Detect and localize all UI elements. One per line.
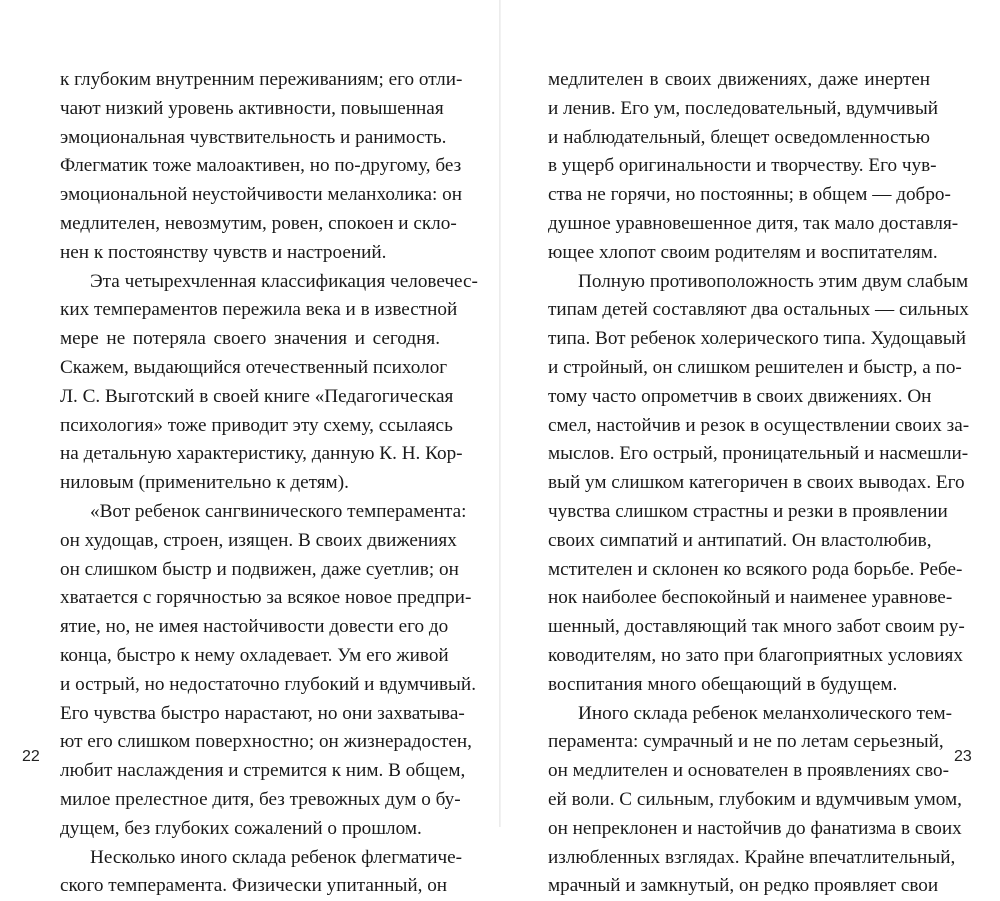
text-line: он медлителен и основателен в проявлениях сво- [548,760,949,782]
text-line: милое прелестное дитя, без тревожных дум о бу- [60,788,461,810]
text-line: любит наслаждения и стремится к ним. В общем, [60,760,466,782]
right-page [500,0,1000,897]
text-line: хватается с горячностью за всякое новое предпри- [60,587,472,609]
text-line: и острый, но недостаточно глубокий и вдумчивый. [60,673,476,695]
text-line: ких темпераментов пережила века и в известной [60,299,458,321]
text-line: душное уравновешенное дитя, так мало доставля- [548,212,959,234]
text-line: Л. С. Выготский в своей книге «Педагогическая [60,385,454,407]
text-line: чувства слишком страстны и резки в проявлении [548,500,948,522]
text-line: излюбленных взглядах. Крайне впечатлительный, [548,846,956,868]
text-line: и стройный, он слишком решителен и быстр, а по- [548,356,962,378]
text-line: чают низкий уровень активности, повышенная [60,97,444,119]
text-line: ющее хлопот своим родителям и воспитателям. [548,241,938,263]
left-page [0,0,500,897]
text-line: ятие, но, не имея настойчивости довести его до [60,616,449,638]
left-page-text [60,66,478,901]
text-line: нок наиболее беспокойный и наименее уравнове- [548,587,953,609]
text-line: конца, быстро к нему охладевает. Ум его живой [60,644,449,666]
text-line: ниловым (применительно к детям). [60,472,349,494]
text-line: воспитания много обещающий в будущем. [548,673,898,695]
text-line: к глубоким внутренним переживаниям; его отли- [60,69,463,90]
text-line: мыслов. Его острый, проницательный и насмешли- [548,443,969,465]
text-line: медлителен в своих движениях, даже инертен [548,69,930,90]
text-line: нен к постоянству чувств и настроений. [60,241,387,263]
text-line: Полную противоположность этим двум слабым [578,270,969,292]
text-line: ского темперамента. Физически упитанный, он [60,875,448,897]
text-line: типам детей составляют два остальных — сильных [548,299,969,321]
text-line: дущем, без глубоких сожалений о прошлом. [60,817,422,839]
text-line: психология» тоже приводит эту схему, ссылаясь [60,414,453,436]
text-line: и наблюдательный, блещет осведомленностью [548,126,930,148]
text-line: Иного склада ребенок меланхолического тем- [578,702,953,724]
text-line: и ленив. Его ум, последовательный, вдумчивый [548,97,939,119]
text-line: Эта четырехчленная классификация человечес- [90,270,478,292]
text-line: он худощав, строен, изящен. В своих движениях [60,529,457,551]
text-line: в ущерб оригинальности и творчеству. Его чув- [548,155,937,177]
text-line: Скажем, выдающийся отечественный психолог [60,356,448,378]
text-line: Флегматик тоже малоактивен, но по-другому, без [60,155,462,177]
text-line: своих симпатий и антипатий. Он властолюбив, [548,529,932,551]
text-line: перамента: сумрачный и не по летам серьезный, [548,731,944,753]
text-line: ства не горячи, но постоянны; в общем — добро- [548,184,951,206]
text-line: вый ум слишком категоричен в своих выводах. Его [548,472,965,494]
text-line: мстителен и склонен ко всякого рода борьбе. Ребе- [548,558,963,580]
page-number-left: 22 [22,748,40,765]
text-line: он слишком быстр и подвижен, даже суетлив; он [60,558,459,580]
text-line: тому часто опрометчив в своих движениях. Он [548,385,932,407]
text-line: эмоциональная чувствительность и ранимость. [60,126,447,148]
text-line: типа. Вот ребенок холерического типа. Худощавый [548,328,966,350]
text-line: смел, настойчив и резок в осуществлении своих за- [548,414,970,436]
text-line: Его чувства быстро нарастают, но они захватыва- [60,702,465,724]
text-line: эмоциональной неустойчивости меланхолика: он [60,184,463,206]
text-line: ют его слишком поверхностно; он жизнерадостен, [60,731,472,753]
text-line: мрачный и замкнутый, он редко проявляет свои [548,875,939,897]
text-line: ей воли. С сильным, глубоким и вдумчивым умом, [548,788,962,810]
text-line: на детальную характеристику, данную К. Н. Кор- [60,443,463,465]
text-line: Несколько иного склада ребенок флегматиче- [90,846,463,868]
text-line: мере не потеряла своего значения и сегодня. [60,328,440,350]
text-line: ководителям, но зато при благоприятных условиях [548,644,963,666]
text-line: медлителен, невозмутим, ровен, спокоен и скло- [60,212,457,234]
page-number-right: 23 [954,748,972,765]
text-line: он непреклонен и настойчив до фанатизма в своих [548,817,962,839]
text-line: шенный, доставляющий так много забот своим ру- [548,616,965,638]
text-line: «Вот ребенок сангвинического темперамента: [90,500,467,522]
